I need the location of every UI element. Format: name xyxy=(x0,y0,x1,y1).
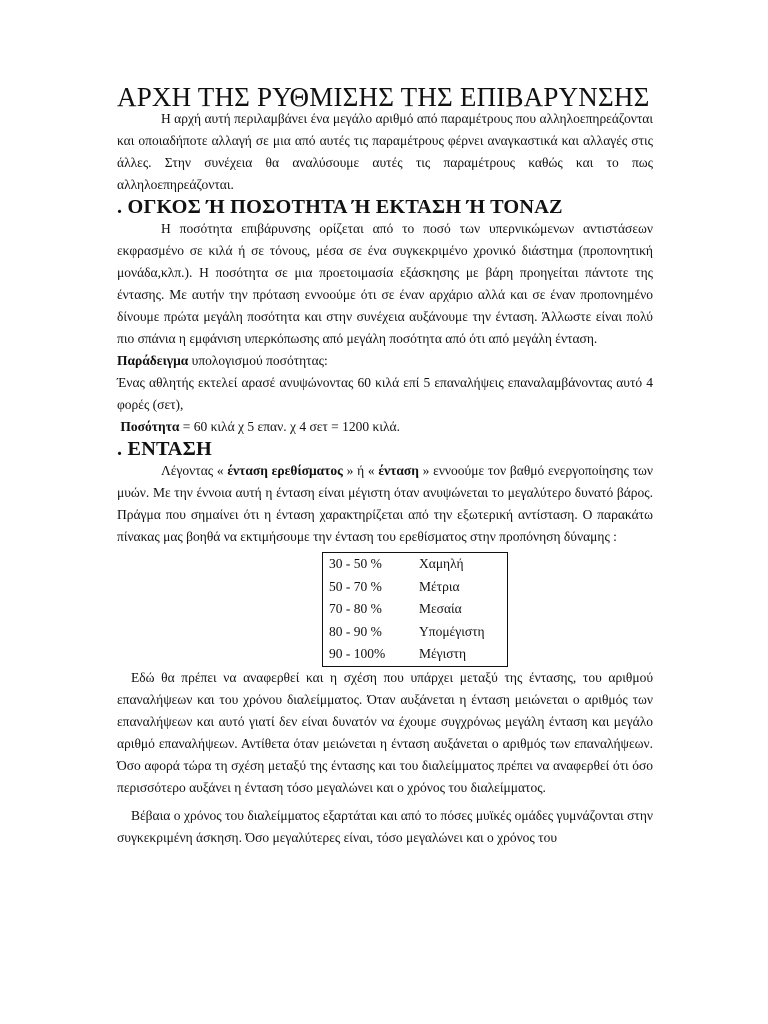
formula-rest: = 60 κιλά χ 5 επαν. χ 4 σετ = 1200 κιλά. xyxy=(179,419,400,434)
table-cell-range: 90 - 100% xyxy=(329,646,386,661)
example-text: Ένας αθλητής εκτελεί αρασέ ανυψώνοντας 60 κιλά επί 5 επαναλήψεις επαναλαμβάνοντας αυτό 4 φορές (σετ), xyxy=(117,375,653,412)
table-row xyxy=(323,576,508,599)
term-stimulus-intensity: ένταση ερεθίσματος xyxy=(227,463,343,478)
table-row xyxy=(323,643,508,666)
section-heading-volume: . ΟΓΚΟΣ Ή ΠΟΣΟΤΗΤΑ Ή ΕΚΤΑΣΗ Ή ΤΟΝΑΖ xyxy=(117,196,563,218)
table-row xyxy=(323,553,508,576)
intensity-pre: Λέγοντας « xyxy=(161,463,228,478)
document-title: ΑΡΧΗ ΤΗΣ ΡΥΘΜΙΣΗΣ ΤΗΣ ΕΠΙΒΑΡΥΝΣΗΣ xyxy=(117,82,650,112)
intensity-table-wrap xyxy=(117,552,653,667)
intensity-mid: » ή « xyxy=(342,463,379,478)
intensity-table xyxy=(322,552,508,667)
term-intensity: ένταση xyxy=(378,463,419,478)
table-cell-level: Μέτρια xyxy=(419,578,460,594)
table-cell-level: Μέγιστη xyxy=(419,646,467,661)
table-cell-range: 30 - 50 % xyxy=(329,556,382,571)
table-cell-level: Υπομέγιστη xyxy=(419,623,485,639)
formula-label: Ποσότητα xyxy=(120,419,180,434)
formula-line xyxy=(117,416,653,438)
rest-paragraph: Βέβαια ο χρόνος του διαλείμματος εξαρτάται και από το πόσες μυϊκές ομάδες γυμνάζονται στην συγκεκριμένη άσκηση. Όσο μεγαλύτερες είναι, τόσο μεγαλώνει και ο χρόνος του xyxy=(117,807,653,845)
section-heading-intensity: . ΕΝΤΑΣΗ xyxy=(117,438,213,460)
table-cell-range: 50 - 70 % xyxy=(329,578,382,594)
table-cell-range: 80 - 90 % xyxy=(329,623,382,639)
document-body xyxy=(117,82,653,849)
table-cell-level: Χαμηλή xyxy=(419,556,464,571)
table-cell-level: Μεσαία xyxy=(419,601,462,616)
table-cell-range: 70 - 80 % xyxy=(329,601,382,616)
intensity-post: » εννοούμε τον βαθμό ενεργοποίησης των μυών. Με την έννοια αυτή η ένταση είναι μέγιστη όταν ανυψώνεται το μεγαλύτερο δυνατό βάρος. Πράγμα που σημαίνει ότι η ένταση χαρακτηρίζεται από την εξωτερική αντίσταση. Ο παρακάτω πίνακας μας βοηθά να εκτιμήσουμε την ένταση του ερεθίσματος στην προπόνηση δύναμης : xyxy=(117,463,653,544)
example-label: Παράδειγμα xyxy=(117,353,189,368)
intensity-paragraph xyxy=(117,460,653,548)
example-line-label xyxy=(117,350,653,372)
table-row xyxy=(323,598,508,621)
example-label-rest: υπολογισμού ποσότητας: xyxy=(188,353,328,368)
relation-paragraph: Εδώ θα πρέπει να αναφερθεί και η σχέση που υπάρχει μεταξύ της έντασης, του αριθμού επαναλήψεων και του χρόνου διαλείμματος. Όταν αυξάνεται η ένταση μειώνεται ο αριθμός των επαναλήψεων και αυτό γιατί δεν είναι δυνατόν να έχουμε συγχρόνως μεγάλη ένταση και μεγάλο αριθμό επαναλήψεων. Αντίθετα όταν μειώνεται η ένταση αυξάνεται ο αριθμός των επαναλήψεων. Όσο αφορά τώρα τη σχέση μεταξύ της έντασης και του διαλείμματος πρέπει να αναφερθεί ότι όσο περισσότερο αυξάνει η ένταση τόσο μεγαλώνει και ο χρόνος του διαλείμματος. xyxy=(117,669,653,795)
volume-paragraph: Η ποσότητα επιβάρυνσης ορίζεται από το ποσό των υπερνικώμενων αντιστάσεων εκφρασμένο σε κιλά ή σε τόνους, μέσα σε ένα συγκεκριμένο χρονικό διάστημα (προπονητική μονάδα,κλπ.). Η ποσότητα σε μια προετοιμασία εξάσκησης με βάρη προηγείται πάντοτε της έντασης. Με αυτήν την πρόταση εννοούμε ότι σε έναν αρχάριο αλλά και σε έναν προπονημένο δίνουμε πρώτα μεγάλη ποσότητα και στην συνέχεια αυξάνουμε την ένταση. Άλλωστε είναι πολύ πιο σπάνια η εμφάνιση υπερκόπωσης από μεγάλη ποσότητα από ότι από μεγάλη ένταση. xyxy=(117,221,653,346)
intro-paragraph: Η αρχή αυτή περιλαμβάνει ένα μεγάλο αριθμό από παραμέτρους που αλληλοεπηρεάζονται και οποιαδήποτε αλλαγή σε μια από αυτές τις παραμέτρους φέρνει αναγκαστικά και αλλαγές στις άλλες. Στην συνέχεια θα αναλύσουμε αυτές τις παραμέτρους καθώς και το πως αλληλοεπηρεάζονται. xyxy=(117,111,653,192)
table-row xyxy=(323,621,508,644)
